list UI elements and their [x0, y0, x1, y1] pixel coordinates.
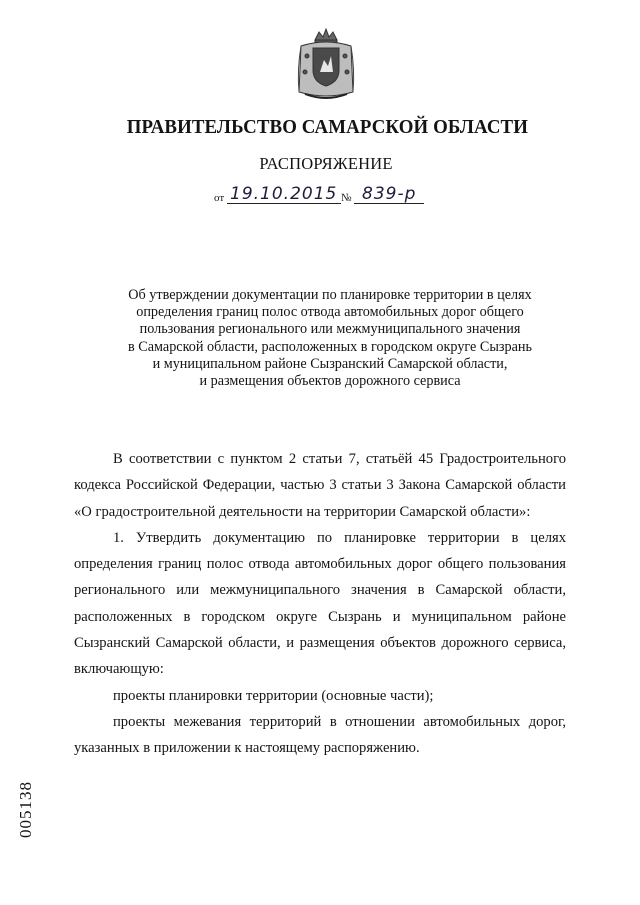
- title-line: определения границ полос отвода автомобильных дорог общего: [136, 304, 524, 321]
- number-prefix: №: [341, 192, 352, 204]
- document-body: [74, 446, 566, 762]
- margin-serial-number: 005138: [16, 781, 35, 838]
- title-line: и муниципальном районе Сызранский Самарской области,: [152, 355, 508, 372]
- document-type: РАСПОРЯЖЕНИЕ: [259, 154, 393, 173]
- date-value: 19.10.2015: [230, 184, 338, 204]
- preamble-paragraph: В соответствии с пунктом 2 статьи 7, статьёй 45 Градостроительного кодекса Российской Федерации, частью 3 статьи 3 Закона Самарской области «О градостроительной деятельности на территории Самарской области»:: [74, 451, 566, 520]
- organization-title: ПРАВИТЕЛЬСТВО САМАРСКОЙ ОБЛАСТИ: [126, 116, 528, 138]
- title-line: пользования регионального или межмуниципального значения: [139, 321, 521, 338]
- date-prefix: от: [214, 192, 225, 204]
- item-1-paragraph: 1. Утвердить документацию по планировке территории в целях определения границ полос отвода автомобильных дорог общего пользования регионального или межмуниципального значения в Самарской области, расположенных в городском округе Сызрань и муниципальном районе Сызранский Самарской области, и размещения объектов дорожного сервиса, включающую:: [74, 529, 566, 678]
- title-line: Об утверждении документации по планировке территории в целях: [128, 287, 532, 303]
- item-1a-paragraph: проекты планировки территории (основные части);: [113, 687, 434, 704]
- title-line: в Самарской области, расположенных в городском округе Сызрань: [128, 338, 532, 355]
- number-value: 839-р: [362, 184, 417, 204]
- document-title: [60, 287, 600, 390]
- item-1b-paragraph: проекты межевания территорий в отношении автомобильных дорог, указанных в приложении к настоящему распоряжению.: [74, 713, 566, 757]
- title-line: и размещения объектов дорожного сервиса: [199, 373, 461, 390]
- coat-of-arms-icon: [293, 26, 359, 102]
